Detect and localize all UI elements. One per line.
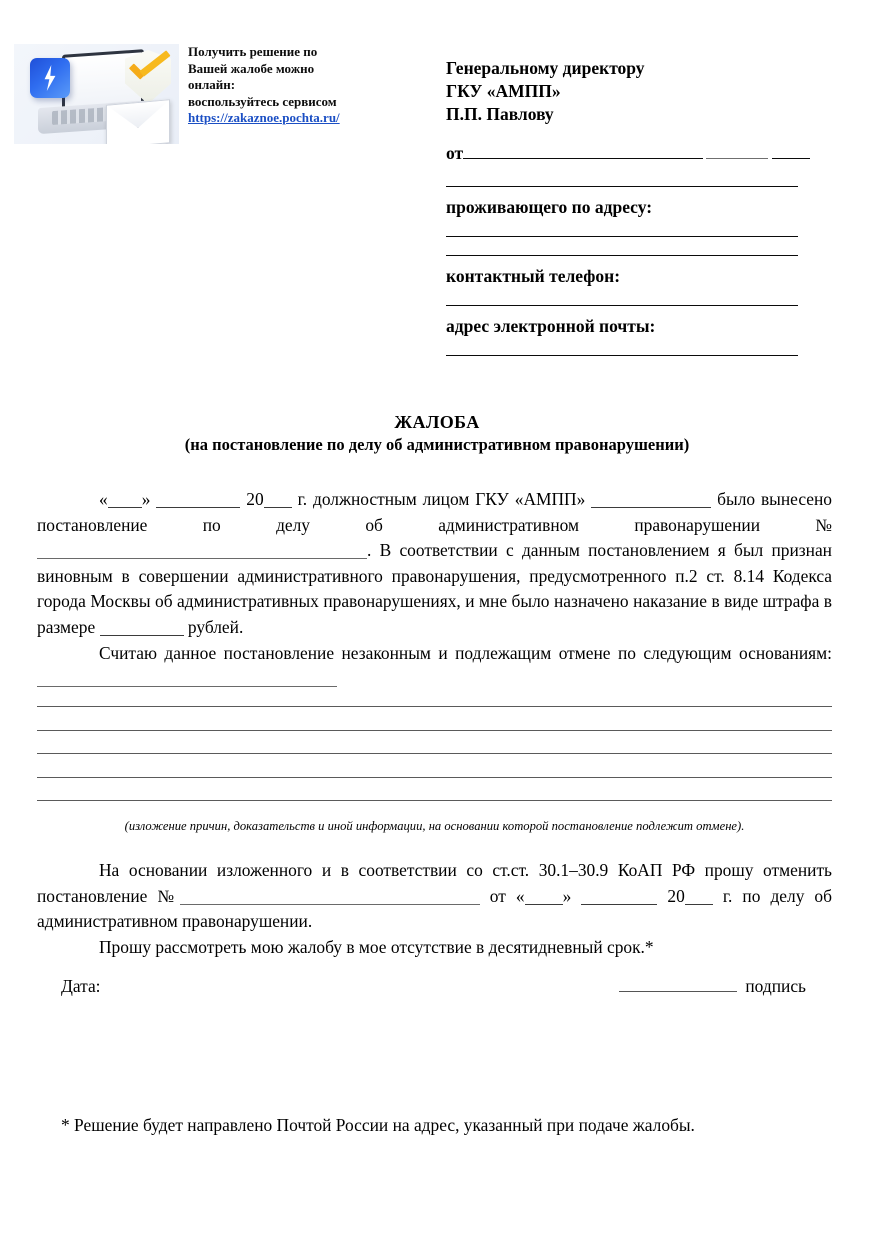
decision-number-input[interactable] [37, 541, 367, 559]
body-text-1: г. должностным лицом ГКУ «АМПП» [297, 489, 586, 509]
grounds-input-line-3[interactable] [37, 753, 832, 754]
body-text-8: » [562, 885, 572, 906]
banner-line-3: онлайн: [188, 77, 236, 92]
quote-close: » [141, 489, 151, 509]
document-subtitle: (на постановление по делу об административном правонарушении) [184, 435, 690, 454]
closing-block [37, 858, 832, 960]
fine-amount-input[interactable] [100, 618, 184, 636]
email-label: адрес электронной почты: [446, 316, 656, 336]
cancel-year-input[interactable] [685, 887, 713, 905]
phone-input-line[interactable] [446, 305, 798, 306]
paragraph-decision-details [37, 487, 832, 641]
body-text-6: На основании изложенного и в соответствии со ст.ст. 30.1–30.9 КоАП РФ прошу отменить постановление [37, 860, 832, 906]
addressee-name: П.П. Павлову [446, 104, 554, 124]
residence-input-line-2[interactable] [446, 255, 798, 256]
month-input[interactable] [156, 490, 240, 508]
footnote: * Решение будет направлено Почтой России на адрес, указанный при подаче жалобы. [61, 1115, 695, 1135]
paragraph-absentia [37, 935, 832, 961]
signature-input-line[interactable] [619, 991, 737, 992]
addressee-organization: ГКУ «АМПП» [446, 81, 561, 101]
official-name-input[interactable] [591, 490, 711, 508]
paragraph-grounds [37, 641, 832, 692]
checkmark-icon [125, 58, 177, 90]
from-input-line-b[interactable] [706, 158, 768, 159]
zakaznoe-pochta-link[interactable]: https://zakaznoe.pochta.ru/ [188, 110, 340, 125]
banner-text [188, 44, 340, 127]
document-body [37, 487, 832, 692]
grounds-blank-lines [37, 706, 832, 824]
body-text-5: Считаю данное постановление незаконным и подлежащим отмене по следующим основаниям: [99, 642, 832, 663]
year-prefix: 20 [246, 489, 264, 509]
day-input[interactable] [108, 490, 142, 508]
grounds-input-line-4[interactable] [37, 777, 832, 778]
body-text-3: . В соответствии с данным постановлением я был признан виновным в совершении административного правонарушения, предусмотренного п.2 ст. 8.14 Кодекса города Москвы об административных правонарушениях, и мне было назначено наказание в виде штрафа в размере [37, 540, 832, 637]
online-service-banner [14, 44, 370, 144]
cancel-day-input[interactable] [525, 887, 563, 905]
quote-open: « [99, 489, 108, 509]
envelope-icon [106, 99, 170, 144]
body-text-4: рублей. [187, 616, 244, 637]
number-sign-2: № [157, 885, 180, 906]
from-input-line-c[interactable] [772, 158, 810, 159]
residence-input-line-1[interactable] [446, 236, 798, 237]
email-input-line[interactable] [446, 355, 798, 356]
from-label: от [446, 143, 464, 163]
body-text-9: г. по делу об административном правонарушении. [37, 885, 832, 932]
grounds-input-line-2[interactable] [37, 730, 832, 731]
paragraph-request-cancel [37, 858, 832, 935]
from-field-row [446, 142, 798, 164]
from-input-line-a[interactable] [463, 158, 703, 159]
number-sign-1: № [815, 514, 832, 535]
phone-label: контактный телефон: [446, 266, 621, 286]
document-title: ЖАЛОБА [394, 412, 480, 432]
grounds-input-line-0[interactable] [37, 669, 337, 687]
cancel-year-prefix: 20 [667, 885, 685, 906]
date-label: Дата: [61, 976, 101, 996]
residence-label: проживающего по адресу: [446, 197, 653, 217]
addressee-block [446, 57, 798, 356]
body-text-10: Прошу рассмотреть мою жалобу в мое отсутствие в десятидневный срок.* [99, 936, 654, 957]
banner-line-4: воспользуйтесь сервисом [188, 93, 337, 109]
lightning-bolt-icon [30, 58, 70, 98]
grounds-caption: (изложение причин, доказательств и иной информации, на основании которой постановление подлежит отмене). [124, 819, 745, 833]
addressee-position: Генеральному директору [446, 58, 645, 78]
banner-illustration [14, 44, 179, 144]
from-input-line-2[interactable] [446, 186, 798, 187]
cancel-month-input[interactable] [581, 887, 657, 905]
body-text-2: было вынесено постановление по делу об административном правонарушении [37, 489, 832, 535]
date-signature-row [61, 975, 806, 997]
year-input[interactable] [264, 490, 292, 508]
body-text-7: от « [489, 885, 525, 906]
banner-line-2: Вашей жалобе можно [188, 60, 315, 76]
banner-line-1: Получить решение по [188, 44, 318, 59]
grounds-input-line-1[interactable] [37, 706, 832, 707]
spacer [446, 126, 798, 140]
signature-label: подпись [745, 976, 806, 996]
cancel-decision-number-input[interactable] [180, 887, 480, 905]
grounds-input-line-5[interactable] [37, 800, 832, 801]
